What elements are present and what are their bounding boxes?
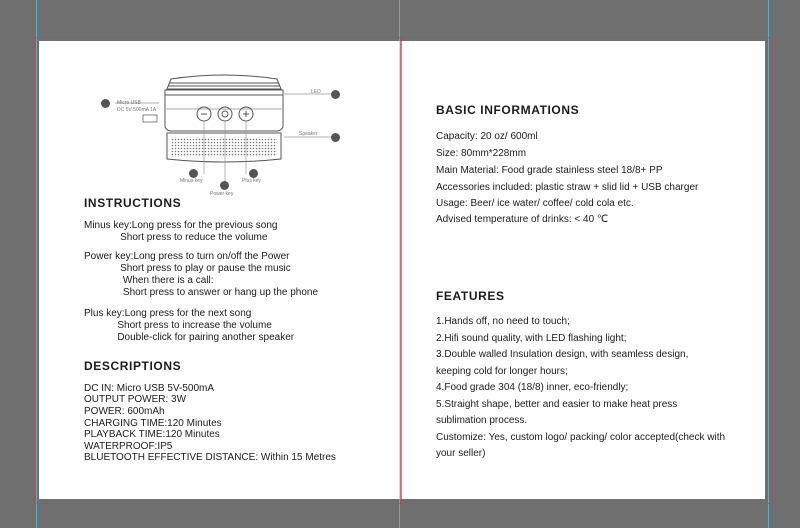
basic-info-line: Capacity: 20 oz/ 600ml bbox=[436, 131, 538, 142]
label-plus-key: Plus key bbox=[242, 178, 261, 184]
features-line: sublimation process. bbox=[436, 415, 528, 426]
left-page bbox=[39, 41, 399, 499]
basic-info-line: Accessories included: plastic straw + slid lid + USB charger bbox=[436, 182, 699, 193]
instructions-title: INSTRUCTIONS bbox=[84, 196, 182, 210]
descriptions-title: DESCRIPTIONS bbox=[84, 359, 182, 373]
guide-line-right bbox=[768, 0, 769, 528]
descriptions-line: CHARGING TIME:120 Minutes bbox=[84, 418, 222, 429]
instructions-line: Short press to increase the volume bbox=[84, 320, 272, 331]
features-line: Customize: Yes, custom logo/ packing/ color accepted(check with bbox=[436, 432, 726, 443]
label-speaker: Speaker bbox=[299, 131, 318, 137]
basic-info-line: Usage: Beer/ ice water/ coffee/ cold cola etc. bbox=[436, 198, 634, 209]
descriptions-line: POWER: 600mAh bbox=[84, 406, 165, 417]
basic-info-title: BASIC INFORMATIONS bbox=[436, 103, 580, 117]
label-power-key: Power key bbox=[210, 191, 234, 197]
callout-dot-power bbox=[220, 181, 229, 190]
product-diagram bbox=[99, 69, 349, 197]
basic-info-line: Advised temperature of drinks: < 40 ℃ bbox=[436, 214, 609, 225]
features-line: 4.Food grade 304 (18/8) inner, eco-friendly; bbox=[436, 382, 629, 393]
lid-outline bbox=[167, 75, 281, 89]
instructions-line: When there is a call: bbox=[84, 275, 214, 286]
instructions-line: Power key:Long press to turn on/off the Power bbox=[84, 251, 290, 262]
instructions-line: Double-click for pairing another speaker bbox=[84, 332, 295, 343]
grille-dots bbox=[171, 137, 277, 157]
descriptions-line: WATERPROOF:IP5 bbox=[84, 441, 173, 452]
label-minus-key: Minus key bbox=[180, 178, 203, 184]
basic-info-line: Main Material: Food grade stainless steel 18/8+ PP bbox=[436, 165, 663, 176]
instructions-line: Minus key:Long press for the previous song bbox=[84, 220, 278, 231]
body-outline bbox=[165, 95, 283, 131]
usb-port-shape bbox=[143, 115, 157, 122]
descriptions-line: DC IN: Micro USB 5V-500mA bbox=[84, 383, 215, 394]
features-line: keeping cold for longer hours; bbox=[436, 366, 568, 377]
features-line: 3.Double walled Insulation design, with seamless design, bbox=[436, 349, 689, 360]
callout-dot-speaker bbox=[331, 133, 340, 142]
instructions-line: Plus key:Long press for the next song bbox=[84, 308, 252, 319]
label-dc: DC 5V 500mA 1A bbox=[117, 107, 157, 113]
features-line: 5.Straight shape, better and easier to make heat press bbox=[436, 399, 678, 410]
instructions-line: Short press to answer or hang up the phone bbox=[84, 287, 319, 298]
callout-dot-plus bbox=[249, 169, 258, 178]
callout-dot-led bbox=[331, 90, 340, 99]
label-micro-usb: Micro USB bbox=[117, 100, 141, 106]
callout-dot-minus bbox=[189, 169, 198, 178]
instructions-line: Short press to reduce the volume bbox=[84, 232, 268, 243]
basic-info-line: Size: 80mm*228mm bbox=[436, 148, 527, 159]
callout-dot-usb bbox=[101, 99, 110, 108]
features-title: FEATURES bbox=[436, 289, 505, 303]
label-led: LED bbox=[311, 89, 321, 95]
descriptions-line: BLUETOOTH EFFECTIVE DISTANCE: Within 15 Metres bbox=[84, 452, 336, 463]
features-line: your seller) bbox=[436, 448, 486, 459]
guide-line-left bbox=[36, 0, 37, 528]
right-page bbox=[401, 41, 765, 499]
descriptions-line: PLAYBACK TIME:120 Minutes bbox=[84, 429, 220, 440]
instructions-line: Short press to play or pause the music bbox=[84, 263, 291, 274]
features-line: 2.Hifi sound quality, with LED flashing light; bbox=[436, 333, 627, 344]
features-line: 1.Hands off, no need to touch; bbox=[436, 316, 570, 327]
descriptions-line: OUTPUT POWER: 3W bbox=[84, 394, 187, 405]
